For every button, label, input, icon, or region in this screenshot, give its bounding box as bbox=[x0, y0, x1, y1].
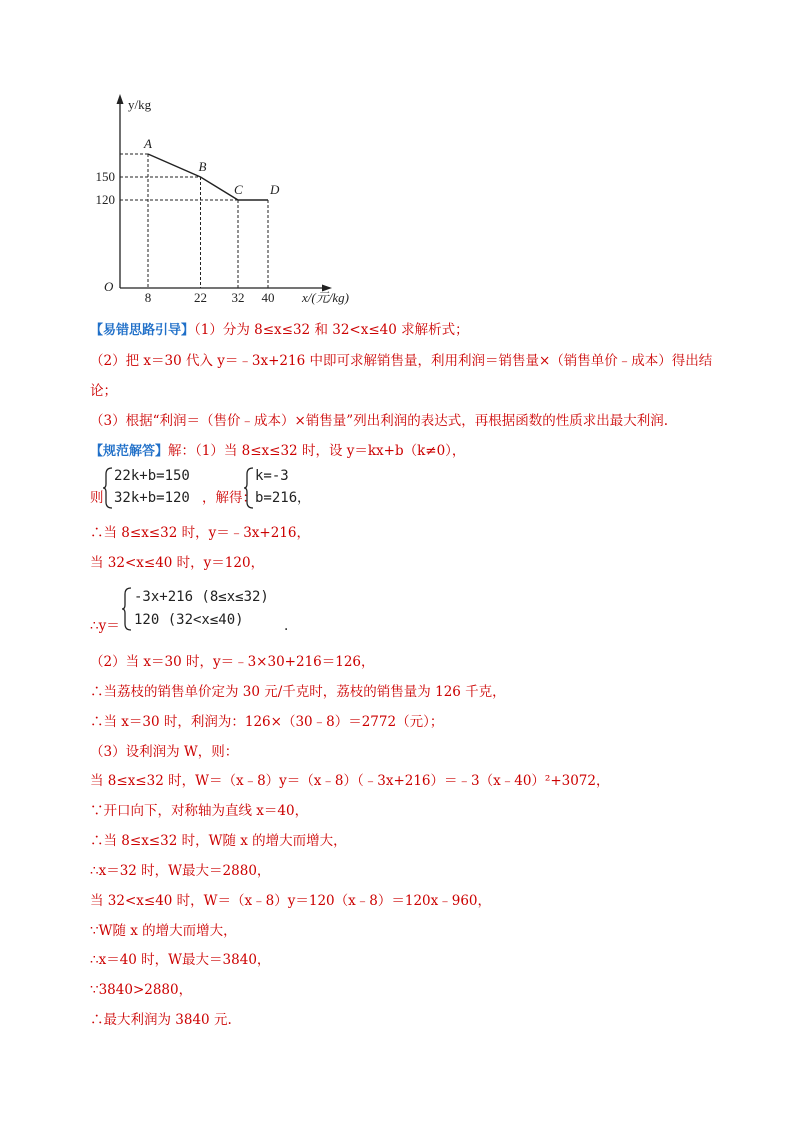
graph-root bbox=[96, 94, 349, 305]
part3-line-a: （3）设利润为 W，则： bbox=[90, 744, 239, 760]
jiede-label: ，解得： bbox=[202, 490, 256, 506]
part3-line-d: ∴当 8≤x≤32 时，W随 x 的增大而增大， bbox=[90, 833, 347, 849]
x-tick-label: 22 bbox=[194, 290, 207, 305]
solution-line-2: ∴当 8≤x≤32 时，y＝﹣3x+216， bbox=[90, 525, 310, 541]
y-axis-label: y/kg bbox=[128, 97, 152, 112]
x-tick-label: 40 bbox=[261, 290, 275, 305]
part3-line-j: ∴最大利润为 3840 元. bbox=[90, 1012, 232, 1028]
part2-line-b: ∴当荔枝的销售单价定为 30 元/千克时，荔枝的销售量为 126 千克， bbox=[90, 684, 506, 700]
brace-left-2 bbox=[243, 466, 255, 510]
sales-graph bbox=[0, 0, 800, 320]
part3-line-e: ∴x＝32 时，W最大＝2880， bbox=[90, 863, 271, 879]
part2-line-a: （2）当 x＝30 时，y＝﹣3×30+216＝126， bbox=[90, 654, 375, 670]
result-end: ， bbox=[297, 490, 311, 506]
hint-line-2b: 论； bbox=[90, 383, 117, 399]
ze-label: 则 bbox=[90, 490, 104, 506]
piecewise-end: . bbox=[284, 618, 289, 634]
y-axis-arrow bbox=[117, 94, 124, 104]
point-label-D: D bbox=[270, 182, 280, 197]
part3-line-b: 当 8≤x≤32 时，W＝（x﹣8）y＝（x﹣8）（﹣3x+216）＝﹣3（x﹣40）²+3072， bbox=[90, 773, 610, 789]
part3-line-i: ∵3840>2880， bbox=[90, 982, 193, 998]
result-b: b=216 bbox=[255, 490, 298, 506]
y-tick-label: 120 bbox=[95, 192, 115, 207]
hint-line-3: （3）根据“利润＝（售价﹣成本）×销售量”列出利润的表达式，再根据函数的性质求出最大利润. bbox=[90, 413, 668, 429]
solution-text-1: 解：（1）当 8≤x≤32 时，设 y＝kx+b（k≠0）， bbox=[168, 443, 466, 459]
part3-line-f: 当 32<x≤40 时，W＝（x﹣8）y＝120（x﹣8）＝120x﹣960， bbox=[90, 893, 491, 909]
x-tick-label: 8 bbox=[144, 290, 152, 305]
brace-left-1 bbox=[102, 466, 114, 510]
point-label-A: A bbox=[144, 136, 152, 151]
hint-line-1 bbox=[90, 321, 469, 340]
origin-label: O bbox=[104, 279, 114, 294]
piecewise-prefix: ∴y＝ bbox=[90, 618, 120, 634]
equation-2: 32k+b=120 bbox=[114, 490, 190, 506]
part3-line-g: ∵W随 x 的增大而增大， bbox=[90, 923, 237, 939]
x-tick-label: 32 bbox=[231, 290, 245, 305]
point-label-B: B bbox=[198, 159, 207, 174]
hint-tag: 【易错思路引导】 bbox=[90, 323, 195, 338]
x-axis-label: x/(元/kg) bbox=[302, 290, 349, 305]
hint-text-1: （1）分为 8≤x≤32 和 32<x≤40 求解析式； bbox=[194, 322, 469, 338]
solution-line-1 bbox=[90, 442, 465, 461]
part3-line-h: ∴x＝40 时，W最大＝3840， bbox=[90, 952, 271, 968]
result-k: k=-3 bbox=[255, 468, 289, 484]
point-label-C: C bbox=[234, 182, 243, 197]
solution-tag: 【规范解答】 bbox=[90, 444, 169, 459]
part3-line-c: ∵开口向下，对称轴为直线 x＝40， bbox=[90, 803, 309, 819]
piecewise-2: 120 (32<x≤40) bbox=[134, 612, 244, 628]
y-tick-label: 150 bbox=[95, 169, 115, 184]
hint-line-2: （2）把 x＝30 代入 y＝﹣3x+216 中即可求解销售量，利用利润＝销售量×（销售单价﹣成本）得出结 bbox=[90, 353, 713, 369]
piecewise-1: -3x+216 (8≤x≤32) bbox=[134, 589, 269, 605]
part2-line-c: ∴当 x＝30 时，利润为：126×（30﹣8）＝2772（元）； bbox=[90, 714, 444, 730]
equation-1: 22k+b=150 bbox=[114, 468, 190, 484]
solution-line-3: 当 32<x≤40 时，y＝120， bbox=[90, 555, 265, 571]
brace-piecewise bbox=[121, 586, 133, 632]
